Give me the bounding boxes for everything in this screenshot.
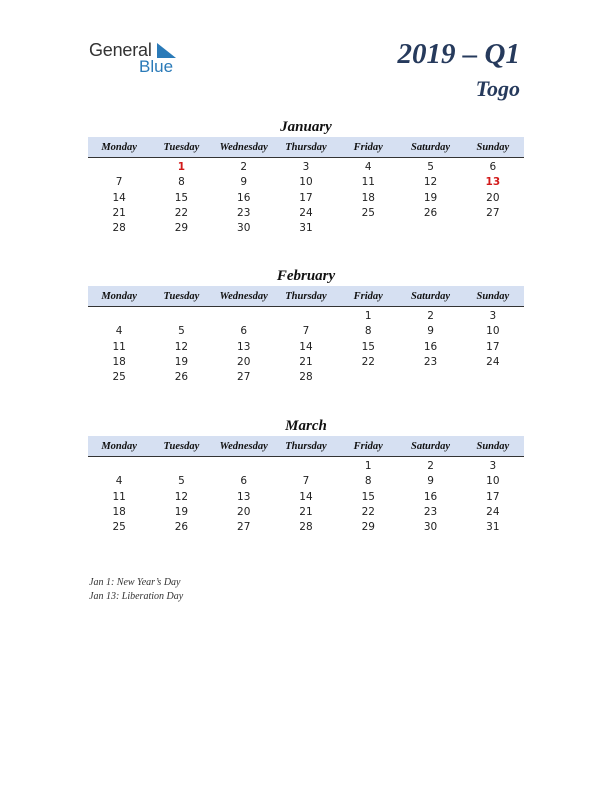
day-cell: 16: [237, 191, 251, 204]
weekday-label: Friday: [353, 441, 383, 452]
week-row: [88, 221, 524, 236]
day-cell: 8: [364, 475, 372, 488]
day-cell: 25: [361, 206, 375, 219]
weekday-label: Wednesday: [219, 441, 268, 452]
day-cell: 2: [240, 161, 248, 173]
day-cell: 12: [174, 490, 189, 503]
day-cell: 12: [174, 340, 189, 353]
week-row: [88, 474, 524, 489]
generalblue-logo: [89, 40, 189, 76]
day-cell: 15: [361, 490, 375, 503]
day-cell: 6: [489, 161, 497, 173]
week-row: [88, 505, 524, 520]
day-cell: 9: [427, 325, 434, 338]
day-cell: 20: [237, 505, 251, 518]
day-cell: 20: [486, 191, 500, 204]
day-cell: 3: [489, 460, 497, 472]
day-cell: 28: [299, 371, 313, 384]
day-cell: 14: [112, 191, 126, 204]
weekday-label: Thursday: [285, 291, 327, 302]
weekday-label: Tuesday: [163, 142, 200, 153]
page-title: 2019 – Q1: [397, 38, 520, 70]
month-february: [88, 266, 524, 385]
day-cell: 27: [486, 206, 500, 219]
day-cell: 4: [115, 325, 123, 338]
day-cell: 3: [302, 161, 310, 173]
day-cell: 21: [112, 206, 126, 219]
country-name: Togo: [475, 76, 520, 101]
day-cell: [275, 459, 337, 474]
weekday-label: Sunday: [476, 142, 510, 153]
week-row: [88, 459, 524, 474]
day-cell: [88, 309, 150, 324]
day-cell: 22: [361, 505, 375, 518]
day-cell: 23: [423, 505, 438, 518]
day-cell: 26: [174, 521, 189, 534]
week-grid: [88, 307, 524, 385]
week-row: [88, 355, 524, 370]
week-row: [88, 324, 524, 339]
logo-word-general: General: [89, 40, 152, 60]
day-cell: [213, 459, 275, 474]
weekday-label: Saturday: [411, 441, 451, 452]
day-cell: [337, 221, 399, 236]
day-cell: 28: [112, 222, 126, 235]
day-cell: 4: [364, 161, 372, 173]
day-cell: 12: [423, 176, 438, 189]
day-cell: 21: [299, 505, 313, 518]
weekday-label: Sunday: [476, 441, 510, 452]
day-cell: 7: [302, 325, 310, 338]
day-cell: 31: [299, 222, 313, 235]
weekday-label: Tuesday: [163, 291, 200, 302]
day-cell: [150, 459, 212, 474]
day-cell: 24: [299, 206, 313, 219]
weekday-label: Tuesday: [163, 441, 200, 452]
day-cell: 11: [361, 176, 375, 189]
day-cell: 3: [489, 310, 497, 322]
month-name: January: [280, 119, 332, 135]
weekday-label: Wednesday: [219, 142, 268, 153]
weekday-label: Saturday: [411, 142, 451, 153]
day-cell: 17: [486, 490, 500, 503]
day-cell: 6: [240, 475, 248, 488]
week-row: [88, 175, 524, 190]
day-cell: [275, 309, 337, 324]
day-cell: 16: [423, 340, 438, 353]
day-cell: 17: [486, 340, 500, 353]
day-cell: 23: [423, 355, 438, 368]
day-cell: 10: [299, 176, 313, 189]
week-row: [88, 490, 524, 505]
day-cell: 29: [174, 222, 189, 235]
day-cell: [213, 309, 275, 324]
day-cell: 5: [427, 161, 434, 173]
day-cell: 24: [486, 505, 500, 518]
week-row: [88, 520, 524, 535]
weekday-label: Wednesday: [219, 291, 268, 302]
weekday-header-row: [88, 436, 524, 457]
weekday-label: Monday: [101, 142, 137, 153]
weekday-label: Thursday: [285, 142, 327, 153]
day-cell: 11: [112, 340, 126, 353]
weekday-header-row: [88, 286, 524, 307]
month-name: March: [285, 418, 327, 434]
weekday-label: Monday: [101, 291, 137, 302]
day-cell: 29: [361, 521, 375, 534]
month-name: February: [276, 268, 336, 284]
day-cell: 17: [299, 191, 313, 204]
day-cell: 9: [240, 176, 248, 189]
day-cell: 30: [423, 521, 438, 534]
weekday-label: Friday: [353, 142, 383, 153]
day-cell: 13: [485, 176, 501, 189]
weekday-label: Thursday: [285, 441, 327, 452]
day-cell: 19: [174, 355, 189, 368]
weekday-header-row: [88, 137, 524, 158]
day-cell: 18: [112, 505, 126, 518]
day-cell: 5: [178, 475, 185, 488]
month-january: [88, 117, 524, 236]
day-cell: 14: [299, 490, 313, 503]
day-cell: 5: [178, 325, 185, 338]
day-cell: 26: [423, 206, 438, 219]
holiday-note: Jan 1: New Year’s Day: [89, 577, 181, 588]
day-cell: 13: [237, 490, 251, 503]
day-cell: 22: [361, 355, 375, 368]
day-cell: [399, 221, 461, 236]
day-cell: 25: [112, 371, 126, 384]
day-cell: 6: [240, 325, 248, 338]
day-cell: 1: [364, 460, 372, 472]
week-row: [88, 370, 524, 385]
week-row: [88, 340, 524, 355]
day-cell: [462, 221, 524, 236]
day-cell: 4: [115, 475, 123, 488]
month-march: [88, 416, 524, 535]
week-row: [88, 160, 524, 175]
day-cell: 24: [486, 355, 500, 368]
day-cell: 21: [299, 355, 313, 368]
day-cell: 1: [177, 161, 186, 173]
weekday-label: Monday: [101, 441, 137, 452]
day-cell: 26: [174, 371, 189, 384]
day-cell: [462, 370, 524, 385]
day-cell: 15: [361, 340, 375, 353]
day-cell: 13: [237, 340, 251, 353]
day-cell: 28: [299, 521, 313, 534]
day-cell: [88, 160, 150, 175]
day-cell: [337, 370, 399, 385]
day-cell: 7: [115, 176, 123, 189]
day-cell: 10: [486, 475, 500, 488]
weekday-label: Sunday: [476, 291, 510, 302]
week-row: [88, 309, 524, 324]
week-row: [88, 206, 524, 221]
day-cell: 19: [423, 191, 438, 204]
day-cell: 2: [427, 310, 434, 322]
day-cell: 27: [237, 371, 251, 384]
weekday-label: Friday: [353, 291, 383, 302]
day-cell: 22: [174, 206, 189, 219]
day-cell: 7: [302, 475, 310, 488]
day-cell: 16: [423, 490, 438, 503]
day-cell: 27: [237, 521, 251, 534]
day-cell: 30: [237, 222, 251, 235]
weekday-label: Saturday: [411, 291, 451, 302]
day-cell: [150, 309, 212, 324]
day-cell: [399, 370, 461, 385]
day-cell: 31: [486, 521, 500, 534]
logo-word-blue: Blue: [139, 57, 174, 76]
day-cell: 23: [237, 206, 251, 219]
day-cell: 2: [427, 460, 434, 472]
week-grid: [88, 457, 524, 535]
day-cell: 11: [112, 490, 126, 503]
day-cell: 1: [364, 310, 372, 322]
holiday-notes: [89, 576, 183, 604]
day-cell: 15: [174, 191, 189, 204]
week-row: [88, 191, 524, 206]
day-cell: 18: [112, 355, 126, 368]
day-cell: 9: [427, 475, 434, 488]
day-cell: 18: [361, 191, 375, 204]
day-cell: 8: [364, 325, 372, 338]
day-cell: 10: [486, 325, 500, 338]
day-cell: 19: [174, 505, 189, 518]
day-cell: 8: [178, 176, 185, 189]
day-cell: 20: [237, 355, 251, 368]
day-cell: 14: [299, 340, 313, 353]
day-cell: 25: [112, 521, 126, 534]
day-cell: [88, 459, 150, 474]
holiday-note: Jan 13: Liberation Day: [89, 591, 184, 602]
week-grid: [88, 158, 524, 236]
